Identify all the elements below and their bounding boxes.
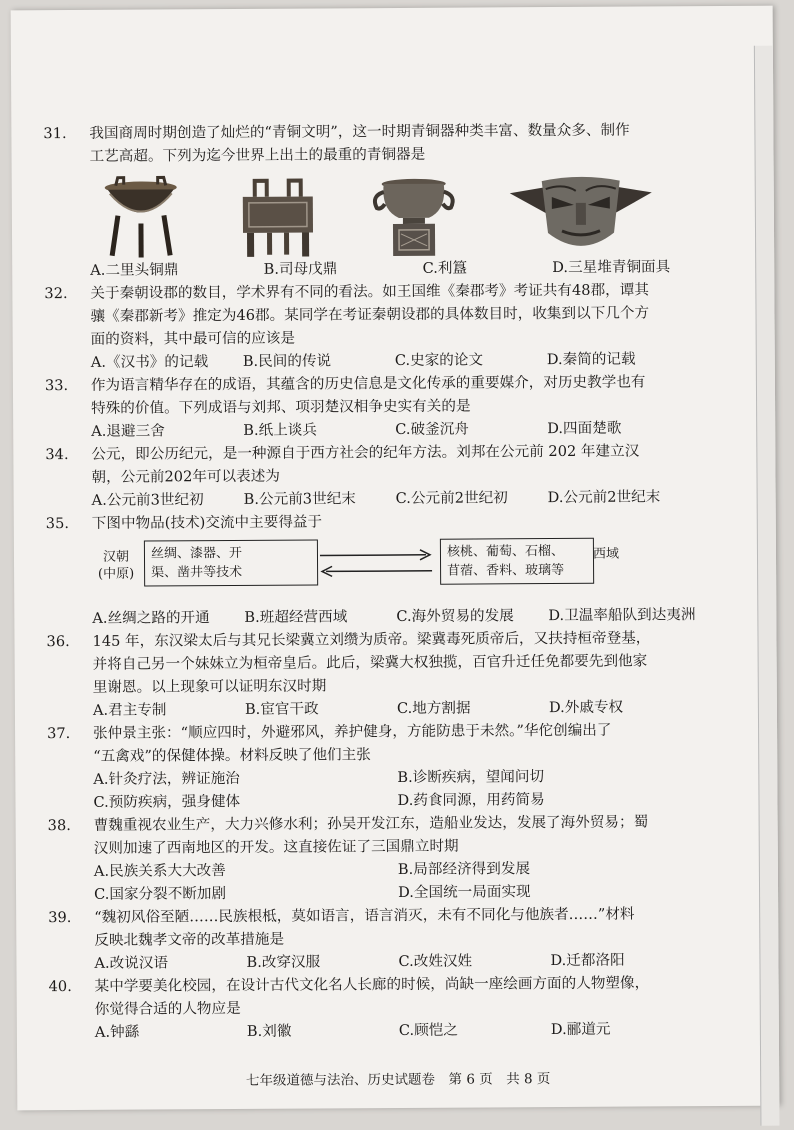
option-a[interactable]: A.针灸疗法，辨证施治 (93, 766, 397, 791)
option-d[interactable]: D.全国统一局面实现 (398, 879, 702, 904)
question-line: 骧《秦郡新考》推定为46郡。某同学在考证秦朝设郡的具体数目时，收集到以下几个方 (90, 301, 698, 328)
diagram-western-goods-line: 核桃、葡萄、石榴、 (447, 542, 587, 562)
option-b[interactable]: B.班超经营西域 (244, 605, 396, 629)
option-d[interactable]: D.三星堆青铜面具 (552, 256, 670, 279)
question-line: 公元，即公历纪元，是一种源自于西方社会的纪年方法。刘邦在公元前 202 年建立汉 (91, 439, 699, 466)
question-number: 32. (44, 282, 67, 305)
question-line: 面的资料，其中最可信的应该是 (91, 324, 699, 351)
option-c[interactable]: C.史家的论文 (395, 348, 547, 372)
question-line: 朝，公元前202年可以表述为 (91, 462, 699, 489)
option-b[interactable]: B.诊断疾病，望闻问切 (397, 764, 701, 789)
option-b[interactable]: B.刘徽 (247, 1019, 399, 1043)
question-33 (49, 370, 699, 443)
question-line: 张仲景主张：“顺应四时，外避邪风，养护健身，方能防患于未然。”华佗创编出了 (93, 718, 701, 745)
question-text (94, 902, 702, 952)
question-number: 34. (45, 443, 68, 466)
question-37 (51, 718, 702, 814)
question-text (91, 439, 699, 489)
question-number: 36. (46, 630, 69, 653)
question-number: 35. (46, 512, 69, 535)
sanxingdui-mask-image (506, 172, 657, 257)
question-line: 汉则加速了西南地区的开发。这直接佐证了三国鼎立时期 (94, 833, 702, 860)
diagram-han-label: 汉朝 (96, 549, 136, 566)
bronze-images (96, 172, 657, 259)
diagram-central-plains-label: (中原) (96, 566, 136, 583)
question-line: 145 年，东汉梁太后与其兄长梁冀立刘缵为质帝。梁冀毒死质帝后，又扶持桓帝登基， (92, 626, 700, 653)
question-list (47, 118, 703, 1044)
question-line: “魏初风俗至陋……民族根柢，莫如语言，语言消灭，未有不同化与他族者……”材料 (94, 902, 702, 929)
option-a[interactable]: A.民族关系大大改善 (94, 858, 398, 883)
option-d[interactable]: D.卫温率船队到达夷洲 (548, 603, 700, 627)
question-number: 38. (48, 814, 71, 837)
question-38 (52, 810, 703, 906)
question-34 (49, 439, 699, 512)
question-text (93, 718, 701, 768)
option-c[interactable]: C.顾恺之 (399, 1018, 551, 1042)
option-a[interactable]: A.丝绸之路的开通 (92, 606, 244, 630)
option-a[interactable]: A.退避三舍 (91, 419, 243, 443)
question-line: “五禽戏”的保健体操。材料反映了他们主张 (93, 741, 701, 768)
question-text (92, 508, 700, 535)
option-d[interactable]: D.公元前2世纪末 (548, 485, 700, 509)
question-line: 下图中物品(技术)交流中主要得益于 (92, 508, 700, 535)
diagram-left-label (96, 549, 136, 583)
question-32 (48, 278, 699, 374)
question-line: 反映北魏孝文帝的改革措施是 (94, 925, 702, 952)
question-36 (50, 626, 701, 722)
option-c[interactable]: C.地方割据 (397, 696, 549, 720)
question-number: 31. (43, 122, 66, 145)
option-a[interactable]: A.公元前3世纪初 (92, 488, 244, 512)
option-d[interactable]: D.四面楚歌 (547, 416, 699, 440)
option-a[interactable]: A.钟繇 (95, 1020, 247, 1044)
option-b[interactable]: B.纸上谈兵 (243, 418, 395, 442)
page-footer: 七年级道德与法治、历史试题卷 第 6 页 共 8 页 (17, 1066, 779, 1091)
question-40 (53, 971, 703, 1044)
next-page-edge (754, 46, 780, 1126)
option-a[interactable]: A.改说汉语 (94, 951, 246, 975)
option-b[interactable]: B.改穿汉服 (246, 950, 398, 974)
diagram-western-goods-line: 苜蓿、香料、玻璃等 (447, 561, 587, 581)
question-text (92, 626, 700, 699)
diagram-han-goods-line: 丝绸、漆器、开 (151, 544, 311, 564)
option-d[interactable]: D.秦简的记载 (547, 347, 699, 371)
option-d[interactable]: D.药食同源，用药简易 (397, 787, 701, 812)
question-line: 某中学要美化校园，在设计古代文化名人长廊的时候，尚缺一座绘画方面的人物塑像， (95, 971, 703, 998)
options (95, 1017, 703, 1044)
question-text (90, 278, 698, 351)
question-39 (52, 902, 702, 975)
exchange-arrows-icon (318, 547, 434, 580)
erlitou-ding-image (96, 175, 187, 260)
question-line: 作为语言精华存在的成语，其蕴含的历史信息是文化传承的重要媒介，对历史教学也有 (91, 370, 699, 397)
diagram-han-goods-box (144, 539, 318, 586)
option-d[interactable]: D.迁都洛阳 (550, 948, 702, 972)
question-line: 曹魏重视农业生产，大力兴修水利；孙吴开发江东，造船业发达，发展了海外贸易；蜀 (94, 810, 702, 837)
option-b[interactable]: B.民间的传说 (243, 349, 395, 373)
question-line: 工艺高超。下列为迄今世界上出土的最重的青铜器是 (89, 141, 697, 168)
exam-page (11, 6, 780, 1111)
options (93, 764, 701, 814)
option-d[interactable]: D.外戚专权 (549, 695, 701, 719)
option-c[interactable]: C.利簋 (422, 258, 467, 280)
question-number: 40. (49, 975, 72, 998)
simuwu-ding-image (232, 174, 323, 259)
question-35 (50, 508, 701, 630)
option-a[interactable]: A.《汉书》的记载 (91, 350, 243, 374)
option-a[interactable]: A.君主专制 (93, 698, 245, 722)
option-d[interactable]: D.郦道元 (551, 1017, 703, 1041)
question-line: 你觉得合适的人物应是 (95, 994, 703, 1021)
option-a[interactable]: A.二里头铜鼎 (90, 259, 178, 282)
option-c[interactable]: C.公元前2世纪初 (396, 486, 548, 510)
diagram-western-goods-box (440, 538, 594, 585)
option-c[interactable]: C.破釜沉舟 (395, 417, 547, 441)
question-31 (47, 118, 698, 282)
option-c[interactable]: C.海外贸易的发展 (396, 604, 548, 628)
question-number: 37. (47, 722, 70, 745)
diagram-han-goods-line: 渠、凿井等技术 (151, 563, 311, 583)
options (94, 856, 702, 906)
option-b[interactable]: B.宦官干政 (245, 697, 397, 721)
question-line: 我国商周时期创造了灿烂的“青铜文明”，这一时期青铜器种类丰富、数量众多、制作 (89, 118, 697, 145)
option-b[interactable]: B.公元前3世纪末 (244, 487, 396, 511)
ligui-image (369, 174, 460, 259)
option-b[interactable]: B.局部经济得到发展 (398, 856, 702, 881)
option-c[interactable]: C.预防疾病，强身健体 (93, 789, 397, 814)
question-text (91, 370, 699, 420)
question-text (95, 971, 703, 1021)
question-number: 39. (48, 906, 71, 929)
question-text (94, 810, 702, 860)
question-text (89, 118, 697, 168)
option-c[interactable]: C.改姓汉姓 (398, 949, 550, 973)
question-line: 里谢恩。以上现象可以证明东汉时期 (93, 672, 701, 699)
question-line: 关于秦朝设郡的数目，学术界有不同的看法。如王国维《秦郡考》考证共有48郡，谭其 (90, 278, 698, 305)
exchange-diagram (96, 538, 616, 599)
question-line: 特殊的价值。下列成语与刘邦、项羽楚汉相争史实有关的是 (91, 393, 699, 420)
question-line: 并将自己另一个妹妹立为桓帝皇后。此后，梁冀大权独揽，百官升迁任免都要先到他家 (93, 649, 701, 676)
diagram-western-regions-label: 西域 (590, 546, 622, 563)
option-b[interactable]: B.司母戊鼎 (264, 258, 338, 280)
option-c[interactable]: C.国家分裂不断加剧 (94, 881, 398, 906)
question-number: 33. (45, 374, 68, 397)
